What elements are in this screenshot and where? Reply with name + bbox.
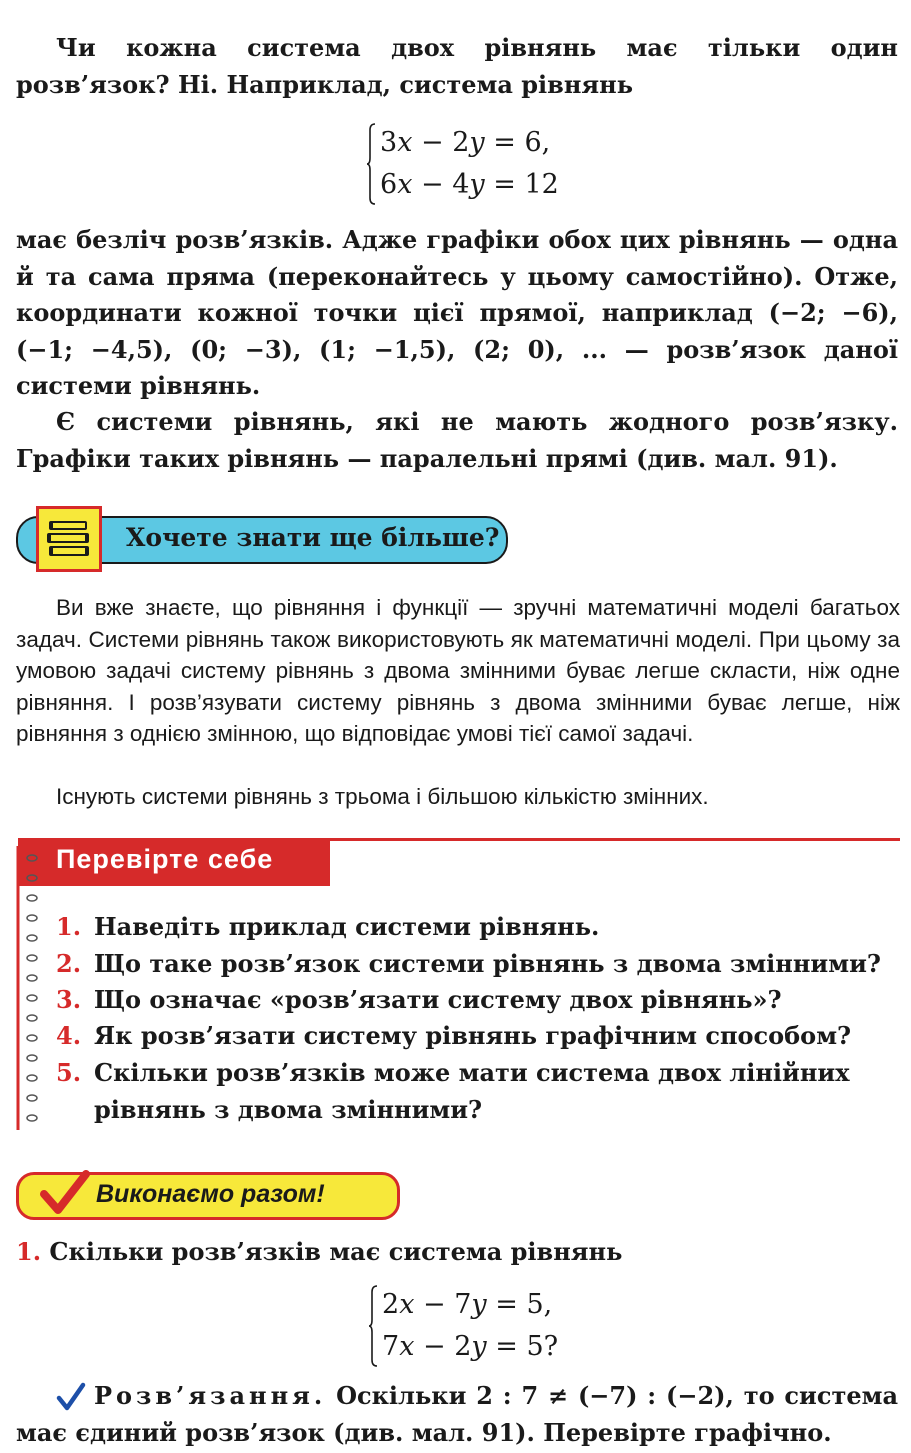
know-more-paragraph: Ви вже знаєте, що рівняння і функції — зручні математичні моделі багатьох задач. Системи рівнянь також використовують як математичні моделі. При цьому за умовою задачі систему рівнянь з двома змінними буває легше скласти, ніж одне рівняння. І розв’язувати систему рівнянь з двома змінними буває легше, ніж рівняння з однією змінною, що відповідає умові тієї самої задачі. [16, 595, 900, 746]
equation-line-2: 7x − 2y = 5? [382, 1331, 559, 1362]
equation-system-1 [366, 122, 566, 208]
equation-line-2: 6x − 4y = 12 [380, 169, 559, 200]
question-1: 1. Наведіть приклад системи рівнянь. [56, 912, 600, 941]
no-solutions-paragraph: Є системи рівнянь, які не мають жодного розв’язку. Графіки таких рівнянь — паралельні прямі (див. мал. 91). [16, 407, 898, 473]
question-2: 2. Що таке розв’язок системи рівнянь з двома змінними? [56, 949, 881, 978]
question-3: 3. Що означає «розв’язати систему двох рівнянь»? [56, 985, 782, 1014]
task-1: 1. Скільки розв’язків має система рівнянь [16, 1237, 623, 1266]
question-5: 5. Скільки розв’язків може мати система двох лінійних рівнянь з двома змінними? [56, 1058, 850, 1124]
intro-paragraph: Чи кожна система двох рівнянь має тільки один розв’язок? Ні. Наприклад, система рівнянь [16, 33, 898, 99]
brace-icon [366, 122, 376, 206]
equation-line-1: 3x − 2y = 6, [380, 127, 551, 158]
check-yourself-title: Перевірте себе [56, 844, 274, 874]
checkmark-icon [40, 1170, 90, 1216]
brace-icon [368, 1284, 378, 1368]
solution-label: Розв’язання. [94, 1381, 327, 1410]
know-more-title: Хочете знати ще більше? [126, 523, 500, 552]
question-4: 4. Як розв’язати систему рівнянь графічним способом? [56, 1021, 852, 1050]
spiral-binding-icon [14, 846, 44, 1130]
check-divider [330, 838, 900, 841]
books-icon [36, 506, 102, 572]
equation-line-1: 2x − 7y = 5, [382, 1289, 553, 1320]
know-more-paragraph-2: Існують системи рівнянь з трьома і більшою кількістю змінних. [56, 784, 709, 809]
infinite-solutions-paragraph: має безліч розв’язків. Адже графіки обох цих рівнянь — одна й та сама пряма (переконайтесь у цьому самостійно). Отже, координати кожної точки цієї прямої, наприклад (−2; −6), (−1; −4,5), (0; −3), (1; −1,5), (2; 0), ... — розв’язок даної системи рівнянь. [16, 225, 898, 400]
solution-paragraph [16, 1378, 898, 1451]
together-title: Виконаємо разом! [96, 1180, 325, 1208]
solution-text: Оскільки 2 : 7 ≠ (−7) : (−2), то система має єдиний розв’язок (див. мал. 91). Перевірте графічно. [16, 1381, 898, 1447]
equation-system-2 [368, 1284, 568, 1370]
